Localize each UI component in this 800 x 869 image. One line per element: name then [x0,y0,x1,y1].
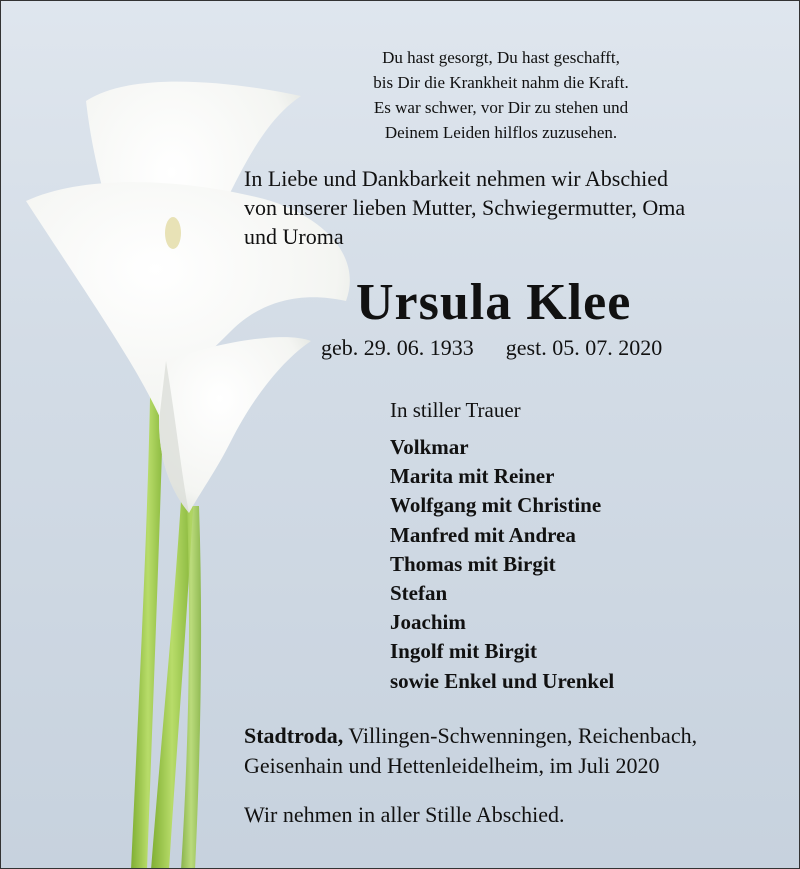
closing-note: Wir nehmen in aller Stille Abschied. [244,802,565,827]
places-line-1 [244,721,789,751]
mourner-name: Volkmar [390,435,469,459]
life-dates [321,335,662,361]
intro-line: von unserer lieben Mutter, Schwiegermutter, Oma [244,195,686,220]
mourner-name: Manfred mit Andrea [390,522,576,547]
mourner-name: Stefan [390,581,448,606]
poem [301,45,701,145]
places-and-date [244,721,789,781]
places-bold-city: Stadtroda, [244,723,344,748]
deceased-name: Ursula Klee [356,274,632,331]
poem-line: Du hast gesorgt, Du hast geschafft, [382,48,620,67]
mourner-name: Wolfgang mit Christine [390,493,602,518]
farewell-intro [244,164,784,251]
death-date: gest. 05. 07. 2020 [505,335,663,360]
poem-line: bis Dir die Krankheit nahm die Kraft. [373,73,629,92]
mourning-heading: In stiller Trauer [390,398,521,422]
birth-date: geb. 29. 06. 1933 [321,335,474,360]
lily-spadix [165,217,181,249]
mourner-name: Thomas mit Birgit [390,551,556,576]
mourner-name: Joachim [390,610,466,635]
intro-line: In Liebe und Dankbarkeit nehmen wir Abschied [244,166,668,191]
poem-line: Es war schwer, vor Dir zu stehen und [373,98,629,117]
poem-line: Deinem Leiden hilflos zuzusehen. [384,123,618,142]
places-line-1-rest: Villingen-Schwenningen, Reichenbach, [343,723,698,748]
mourner-name: Marita mit Reiner [390,464,555,489]
places-line-2: Geisenhain und Hettenleidelheim, im Juli 2020 [244,753,660,778]
mourner-name: sowie Enkel und Urenkel [390,668,615,693]
mourner-name: Ingolf mit Birgit [390,639,537,664]
intro-line: und Uroma [244,224,344,249]
mourners-list [390,433,614,696]
